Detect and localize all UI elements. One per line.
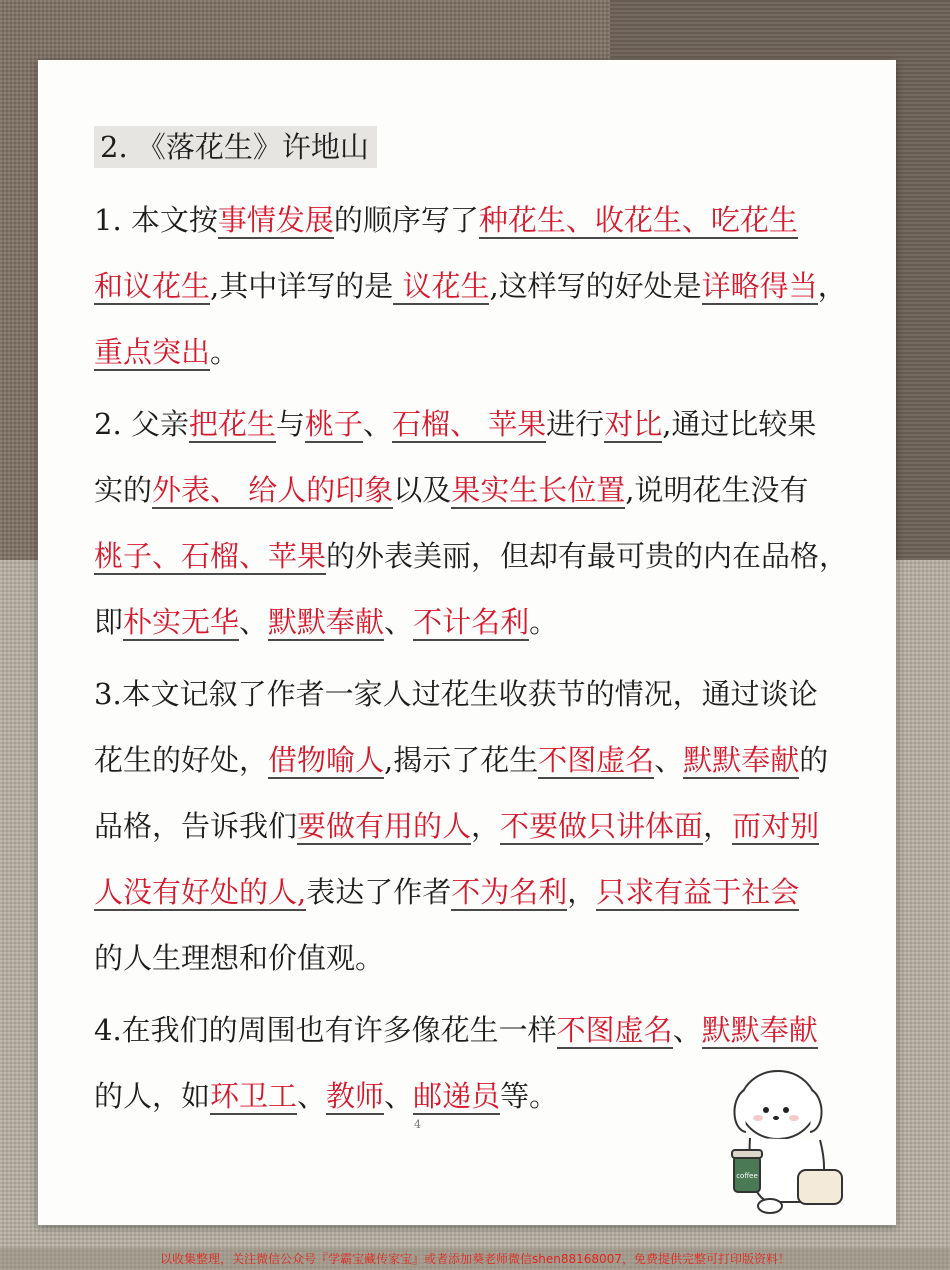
answer-blank: 事情发展: [217, 203, 334, 237]
answer-blank: 不要做只讲体面: [500, 809, 704, 843]
answer-blank: 种花生、收花生、吃花生: [478, 203, 798, 237]
worksheet-page: [38, 60, 896, 1225]
answer-blank: 桃子: [304, 407, 363, 441]
answer-blank: 对比: [604, 407, 663, 441]
answer-blank: 人没有好处的人,: [94, 875, 307, 909]
answer-blank: 不为名利: [451, 875, 568, 909]
answer-blank: 环卫工: [210, 1079, 298, 1113]
page-number: 4: [414, 1118, 421, 1131]
answer-blank: 果实生长位置: [451, 473, 626, 507]
answer-blank: 默默奉献: [701, 1013, 818, 1047]
q1-line-1: 1. 本文按事情发展的顺序写了种花生、收花生、吃花生: [94, 203, 798, 237]
answer-blank: 只求有益于社会: [596, 875, 800, 909]
q2-line-4: 即朴实无华、默默奉献、不计名利。: [94, 605, 559, 639]
cup-label: coffee: [736, 1172, 758, 1180]
answer-blank: 而对别: [732, 809, 820, 843]
answer-blank: 不计名利: [413, 605, 530, 639]
answer-blank: 借物喻人: [268, 743, 385, 777]
answer-blank: 邮递员: [413, 1079, 501, 1113]
answer-blank: 详略得当: [701, 269, 818, 303]
answer-blank: 默默奉献: [683, 743, 800, 777]
q4-line-2: 的人，如环卫工、教师、邮递员等。: [94, 1079, 559, 1113]
section-heading: 2. 《落花生》许地山: [94, 126, 377, 168]
answer-blank: 默默奉献: [268, 605, 385, 639]
q2-line-1: 2. 父亲把花生与桃子、石榴、 苹果进行对比,通过比较果: [94, 407, 817, 441]
answer-blank: 教师: [326, 1079, 385, 1113]
footer-watermark-text: 以收集整理，关注微信公众号『学霸宝藏传家宝』或者添加葵老师微信shen88168007，免费提供完整可打印版资料！: [160, 1252, 790, 1266]
q1-line-3: 重点突出。: [94, 335, 240, 369]
answer-blank: 议花生: [393, 269, 490, 303]
answer-blank: 石榴、 苹果: [391, 407, 547, 441]
answer-blank: 不图虚名: [556, 1013, 673, 1047]
answer-blank: 和议花生: [94, 269, 211, 303]
answer-blank: 把花生: [188, 407, 276, 441]
q3-line-1: 3.本文记叙了作者一家人过花生收获节的情况，通过谈论: [94, 677, 818, 711]
answer-blank: 重点突出: [94, 335, 211, 369]
answer-blank: 桃子、石榴、苹果: [94, 539, 327, 573]
q3-line-5: 的人生理想和价值观。: [94, 941, 385, 975]
answer-blank: 外表、 给人的印象: [152, 473, 394, 507]
answer-blank: 要做有用的人: [297, 809, 472, 843]
q1-line-2: 和议花生,其中详写的是 议花生,这样写的好处是详略得当，: [94, 269, 847, 303]
q3-line-4: 人没有好处的人,表达了作者不为名利，只求有益于社会: [94, 875, 800, 909]
answer-blank: 朴实无华: [123, 605, 240, 639]
q3-line-2: 花生的好处，借物喻人,揭示了花生不图虚名、默默奉献的: [94, 743, 829, 777]
q3-line-3: 品格，告诉我们要做有用的人，不要做只讲体面，而对别: [94, 809, 820, 843]
answer-blank: 不图虚名: [538, 743, 655, 777]
q2-line-2: 实的外表、 给人的印象以及果实生长位置,说明花生没有: [94, 473, 809, 507]
q2-line-3: 桃子、石榴、苹果的外表美丽，但却有最可贵的内在品格，: [94, 539, 849, 573]
q4-line-1: 4.在我们的周围也有许多像花生一样不图虚名、默默奉献: [94, 1013, 818, 1047]
puppy-illustration-icon: [728, 1060, 858, 1215]
